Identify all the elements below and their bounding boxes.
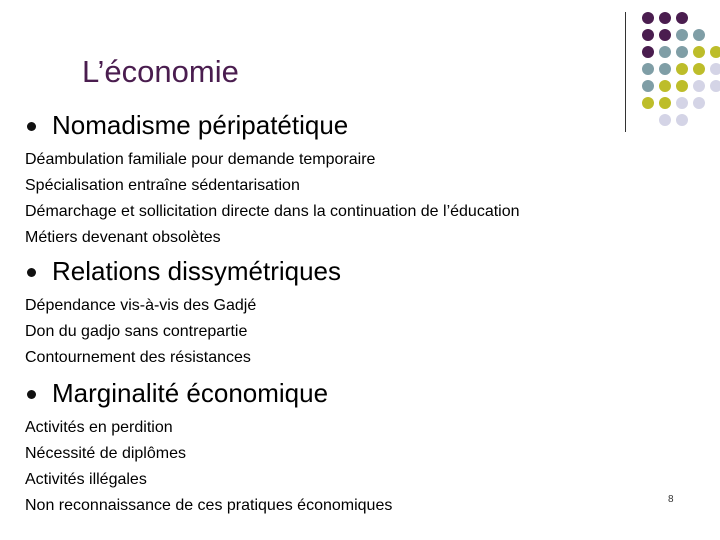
decorative-dot — [710, 80, 720, 92]
decorative-dot — [676, 63, 688, 75]
decorative-dot — [642, 97, 654, 109]
list-item: Activités illégales — [25, 471, 147, 488]
decorative-dot — [642, 80, 654, 92]
decorative-dot — [659, 63, 671, 75]
decorative-dot — [676, 46, 688, 58]
decorative-dot — [659, 12, 671, 24]
section-heading-row — [0, 378, 392, 412]
section-heading: Marginalité économique — [52, 378, 329, 408]
section-heading-row — [0, 110, 520, 144]
list-item: Métiers devenant obsolètes — [25, 229, 221, 246]
decorative-dot — [710, 46, 720, 58]
slide-title: L’économie — [82, 54, 239, 89]
decorative-dot — [676, 80, 688, 92]
list-item: Don du gadjo sans contrepartie — [25, 323, 248, 340]
list-item: Dépendance vis-à-vis des Gadjé — [25, 297, 257, 314]
decorative-dot — [693, 97, 705, 109]
decorative-dot — [659, 29, 671, 41]
section-items — [0, 418, 392, 522]
decorative-dot — [659, 46, 671, 58]
list-item: Spécialisation entraîne sédentarisation — [25, 177, 300, 194]
bullet-icon — [27, 390, 36, 399]
decorative-dot — [676, 97, 688, 109]
section-heading-row — [0, 256, 342, 290]
page-number: 8 — [668, 494, 674, 505]
decorative-dot — [659, 97, 671, 109]
decorative-dot — [642, 29, 654, 41]
decorative-dot — [693, 29, 705, 41]
decorative-dot — [642, 63, 654, 75]
list-item: Nécessité de diplômes — [25, 445, 186, 462]
vertical-divider — [625, 12, 626, 132]
decorative-dot — [642, 12, 654, 24]
section-relations — [0, 256, 342, 374]
section-nomadisme — [0, 110, 520, 254]
list-item: Contournement des résistances — [25, 349, 251, 366]
decorative-dot — [676, 12, 688, 24]
section-marginalite — [0, 378, 392, 522]
decorative-dot — [693, 63, 705, 75]
decorative-dot — [693, 46, 705, 58]
section-items — [0, 150, 520, 254]
decorative-dot — [659, 114, 671, 126]
decorative-dot — [710, 63, 720, 75]
section-heading: Nomadisme péripatétique — [52, 110, 349, 140]
section-items — [0, 296, 256, 374]
decorative-dot — [693, 80, 705, 92]
list-item: Activités en perdition — [25, 419, 173, 436]
decorative-dot — [642, 46, 654, 58]
bullet-icon — [27, 122, 36, 131]
decorative-dot — [676, 29, 688, 41]
section-heading: Relations dissymétriques — [52, 256, 342, 286]
list-item: Démarchage et sollicitation directe dans la continuation de l’éducation — [25, 203, 520, 220]
bullet-icon — [27, 268, 36, 277]
decorative-dot — [676, 114, 688, 126]
list-item: Déambulation familiale pour demande temporaire — [25, 151, 376, 168]
list-item: Non reconnaissance de ces pratiques économiques — [25, 497, 393, 514]
decorative-dot — [659, 80, 671, 92]
